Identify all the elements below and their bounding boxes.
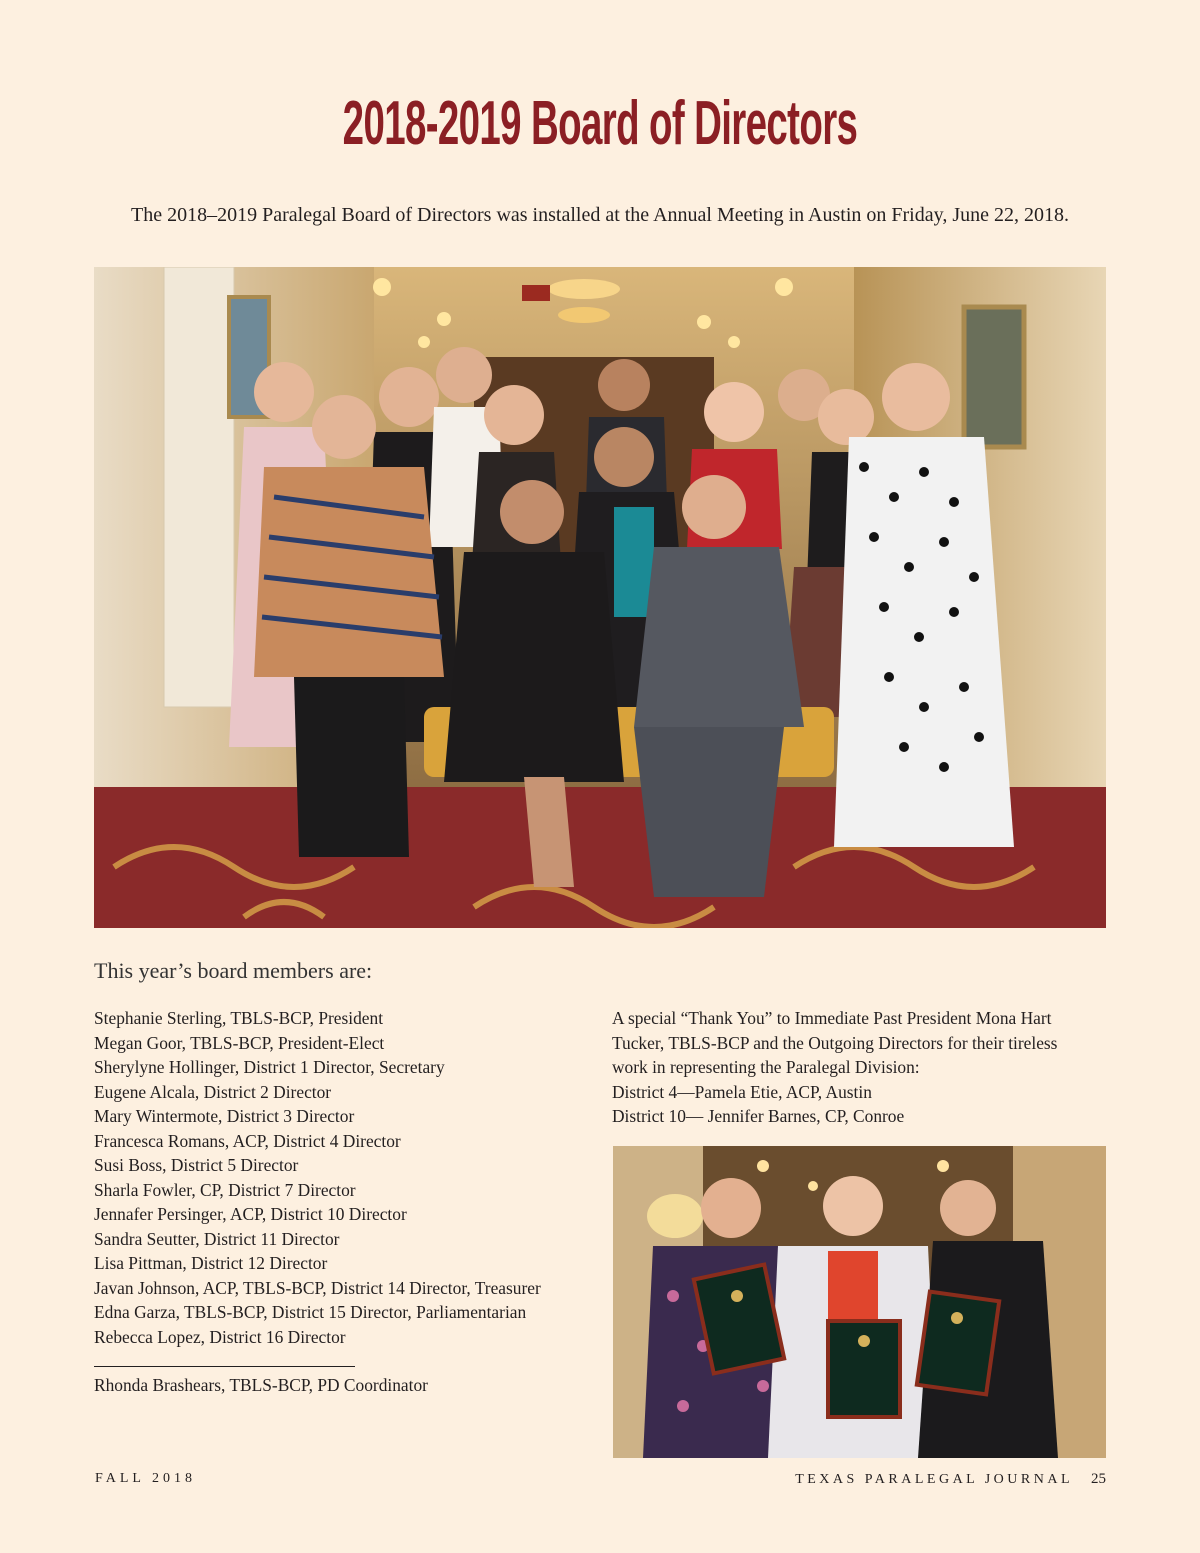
page-title: 2018-2019 Board of Directors bbox=[342, 89, 858, 158]
board-group-photo bbox=[94, 267, 1106, 928]
intro-paragraph: The 2018–2019 Paralegal Board of Directors was installed at the Annual Meeting in Austin on Friday, June 22, 2018. bbox=[131, 204, 1069, 226]
member-line: Javan Johnson, ACP, TBLS-BCP, District 14 Director, Treasurer bbox=[94, 1277, 541, 1298]
page-number: 25 bbox=[1091, 1471, 1106, 1487]
member-line: Sandra Seutter, District 11 Director bbox=[94, 1228, 340, 1249]
board-members-list bbox=[94, 1006, 594, 1349]
thanks-line: District 10— Jennifer Barnes, CP, Conroe bbox=[612, 1106, 905, 1126]
footer-journal bbox=[795, 1471, 1106, 1488]
coordinator-line: Rhonda Brashears, TBLS-BCP, PD Coordinator bbox=[94, 1375, 428, 1395]
member-line: Francesca Romans, ACP, District 4 Director bbox=[94, 1130, 401, 1151]
outgoing-directors-photo bbox=[613, 1146, 1106, 1458]
member-line: Megan Goor, TBLS-BCP, President-Elect bbox=[94, 1032, 385, 1053]
member-line: Jennafer Persinger, ACP, District 10 Director bbox=[94, 1204, 407, 1224]
divider bbox=[94, 1366, 355, 1367]
member-line: Edna Garza, TBLS-BCP, District 15 Director, Parliamentarian bbox=[94, 1302, 527, 1322]
member-line: Sharla Fowler, CP, District 7 Director bbox=[94, 1179, 356, 1200]
thanks-line: A special “Thank You” to Immediate Past President Mona Hart bbox=[612, 1008, 1052, 1028]
thanks-line: work in representing the Paralegal Division: bbox=[612, 1057, 920, 1077]
member-line: Sherylyne Hollinger, District 1 Director, Secretary bbox=[94, 1057, 445, 1077]
member-line: Rebecca Lopez, District 16 Director bbox=[94, 1326, 346, 1347]
member-line: Stephanie Sterling, TBLS-BCP, President bbox=[94, 1008, 384, 1028]
journal-name: TEXAS PARALEGAL JOURNAL bbox=[795, 1472, 1073, 1487]
thanks-line: Tucker, TBLS-BCP and the Outgoing Directors for their tireless bbox=[612, 1032, 1058, 1053]
members-heading: This year’s board members are: bbox=[94, 958, 373, 983]
member-line: Eugene Alcala, District 2 Director bbox=[94, 1081, 332, 1102]
member-line: Lisa Pittman, District 12 Director bbox=[94, 1253, 328, 1273]
member-line: Susi Boss, District 5 Director bbox=[94, 1155, 299, 1175]
footer-season: FALL 2018 bbox=[95, 1471, 196, 1486]
member-line: Mary Wintermote, District 3 Director bbox=[94, 1106, 355, 1126]
thanks-paragraph bbox=[612, 1006, 1112, 1129]
thanks-line: District 4—Pamela Etie, ACP, Austin bbox=[612, 1081, 872, 1102]
